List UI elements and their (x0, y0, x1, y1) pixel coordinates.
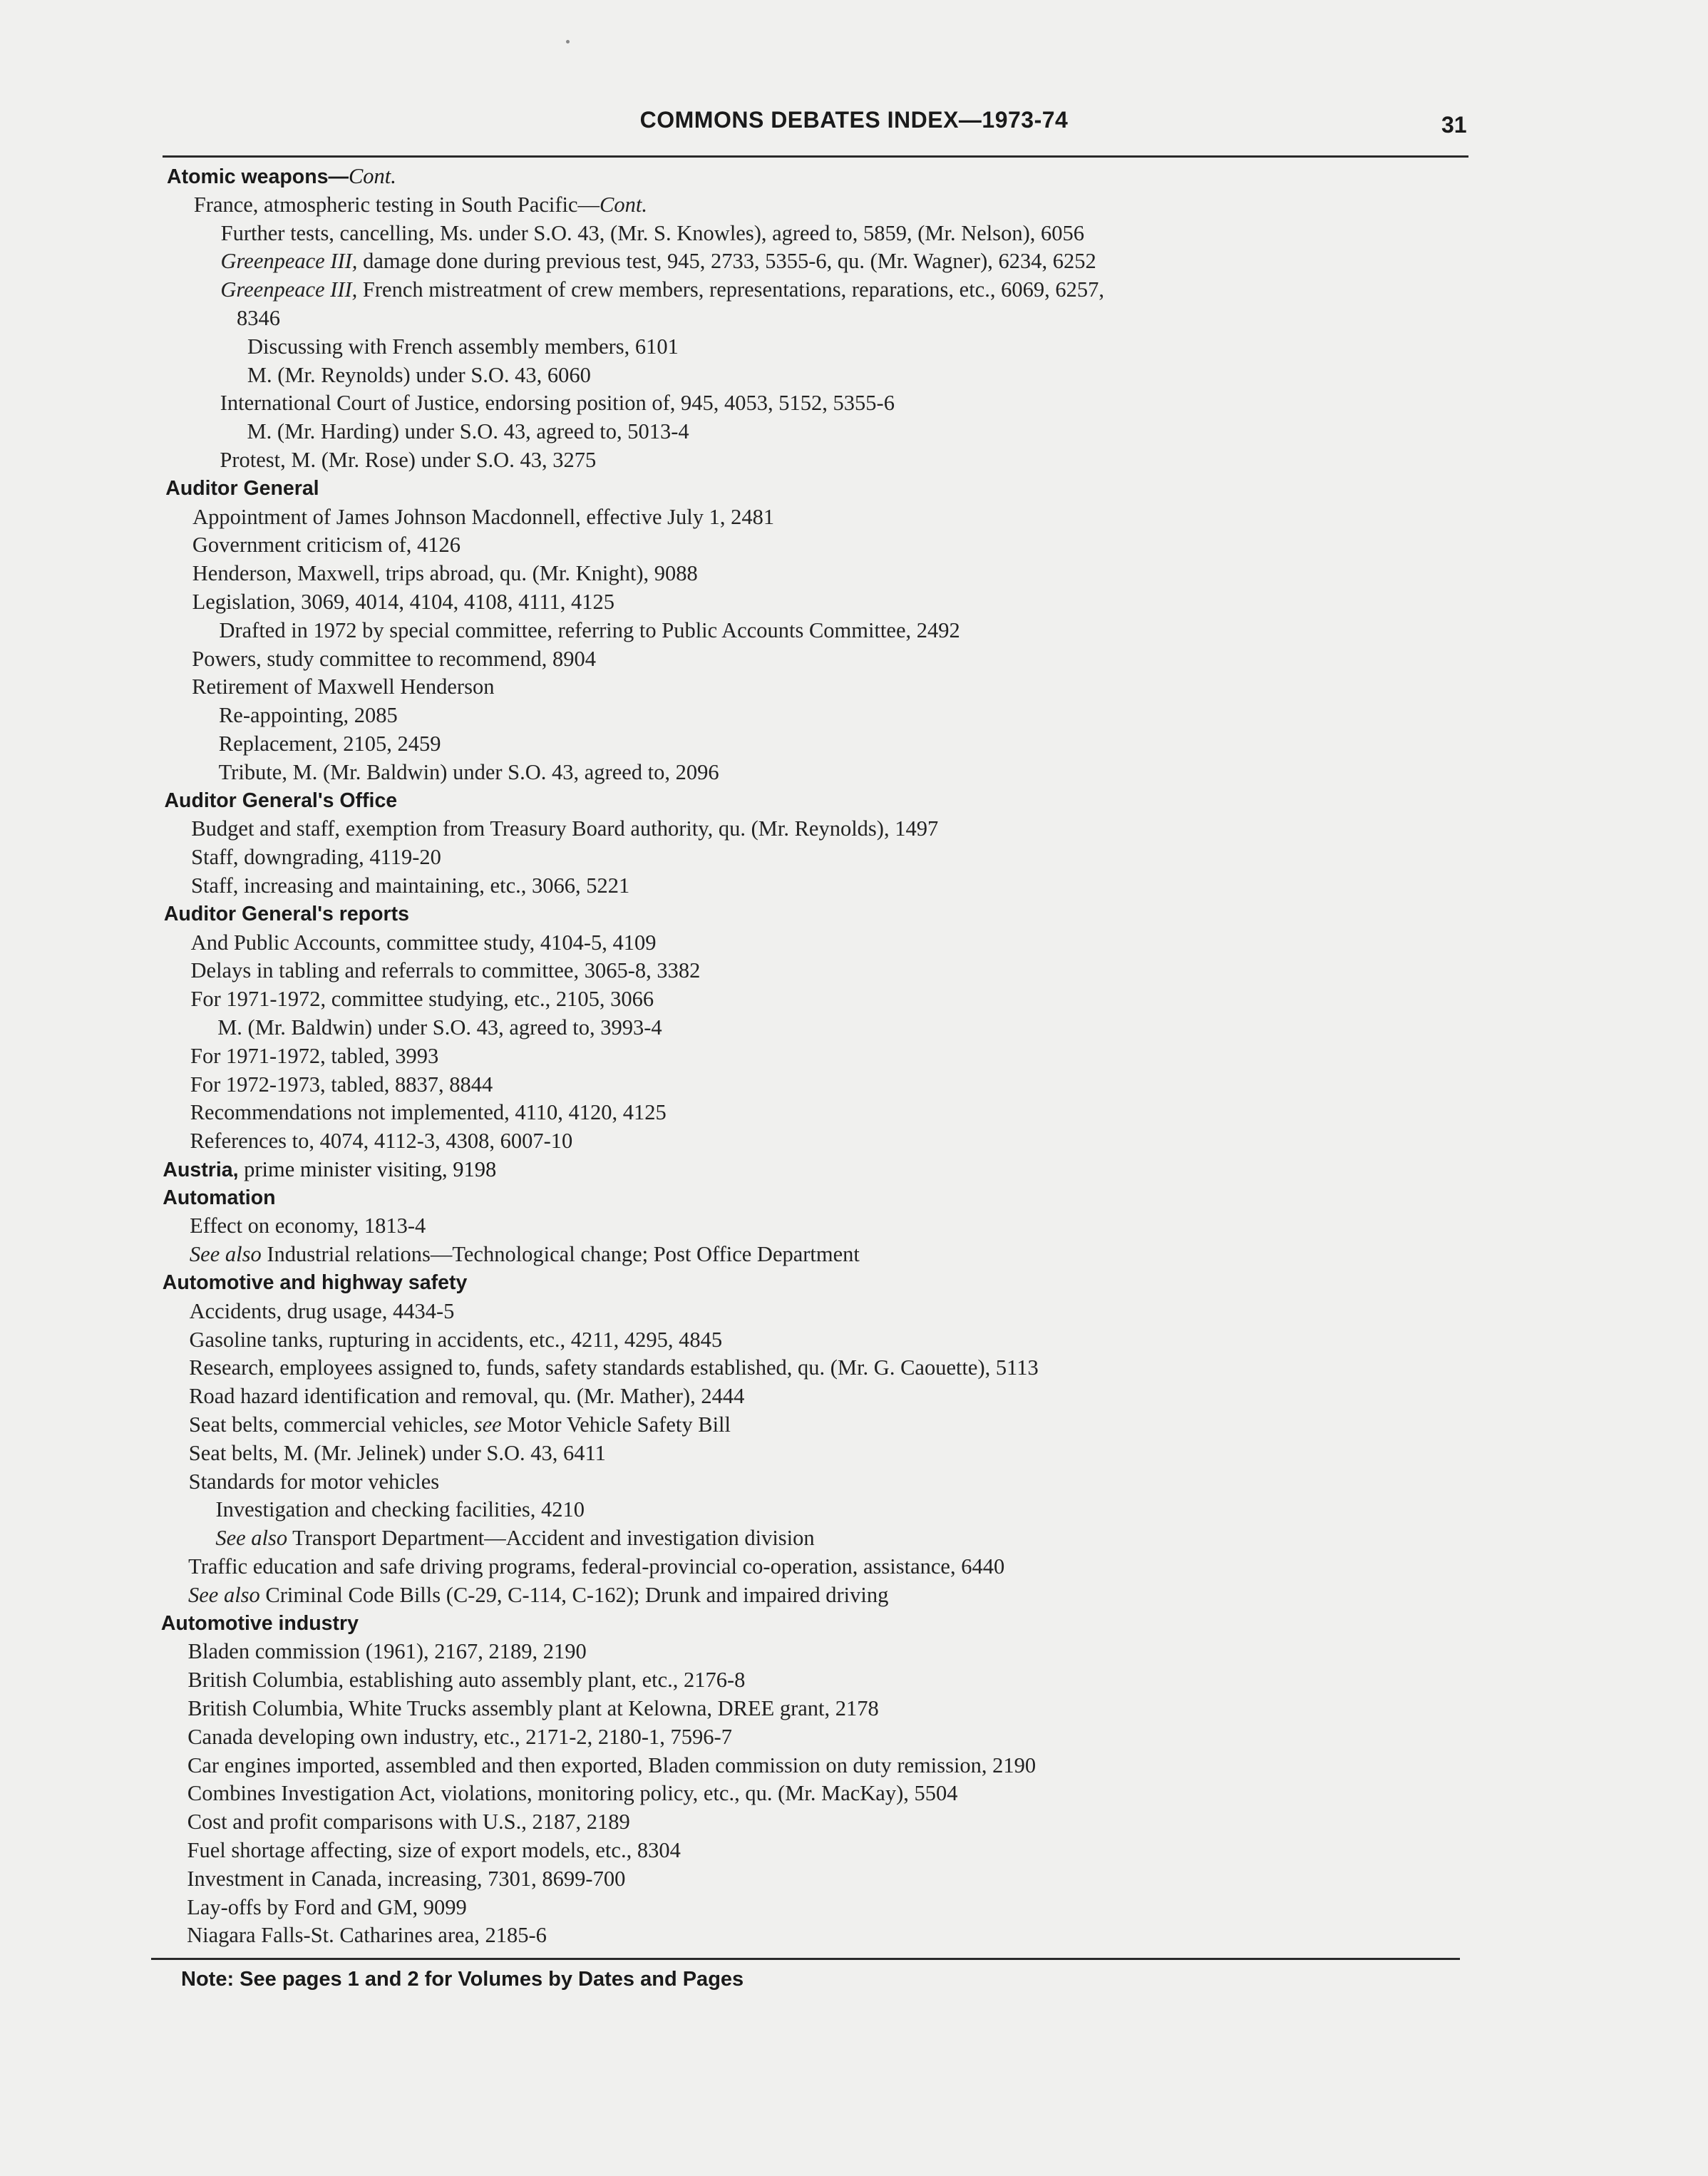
index-subentry (192, 531, 1708, 560)
entry-text: Niagara Falls-St. Catharines area, 2185-6 (187, 1923, 547, 1948)
index-subentry (187, 1921, 1708, 1950)
index-subentry (192, 645, 1708, 674)
entry-text: Auditor General's Office (164, 789, 398, 812)
entry-text: Seat belts, commercial vehicles, (188, 1412, 474, 1437)
entry-text: Criminal Code Bills (C-29, C-114, C-162); Drunk and impaired driving (259, 1582, 889, 1607)
index-subentry (189, 1411, 1708, 1439)
index-heading (165, 475, 1708, 503)
italic-text: Cont. (600, 192, 647, 217)
index-subentry (189, 1468, 1708, 1497)
italic-text: See also (215, 1526, 288, 1551)
entry-text: Research, employees assigned to, funds, safety standards established, qu. (Mr. G. Caouette), 5113 (189, 1355, 1039, 1380)
index-subentry (188, 1638, 1708, 1666)
index-subentry (190, 1042, 1708, 1071)
entry-text: For 1971-1972, tabled, 3993 (190, 1043, 439, 1068)
index-subentry (220, 276, 1708, 304)
index-subentry (187, 1695, 1708, 1723)
italic-text: Greenpeace III, (220, 277, 358, 302)
index-subentry (192, 588, 1708, 617)
index-subentry (189, 1439, 1708, 1468)
index-heading (163, 1156, 1708, 1184)
italic-text: Greenpeace III, (220, 249, 358, 274)
index-subentry (219, 702, 1708, 730)
index-subentry (191, 815, 1708, 843)
index-subentry (187, 1808, 1708, 1837)
entry-text: Henderson, Maxwell, trips abroad, qu. (Mr. Knight), 9088 (192, 561, 698, 586)
entry-text: Automotive and highway safety (162, 1271, 468, 1295)
entry-text: prime minister visiting, 9198 (238, 1156, 497, 1181)
entry-text: Transport Department—Accident and investigation division (287, 1526, 815, 1551)
entry-text: Recommendations not implemented, 4110, 4120, 4125 (190, 1100, 667, 1125)
entry-text: Discussing with French assembly members, 6101 (247, 334, 679, 359)
index-subentry (190, 985, 1708, 1014)
entry-text: Austria, (163, 1158, 239, 1181)
index-subentry (247, 361, 1708, 390)
index-subentry (190, 1241, 1708, 1269)
index-subentry (187, 1780, 1708, 1808)
index-subentry (187, 1837, 1708, 1865)
entry-text: Auditor General's reports (163, 902, 409, 925)
footer-rule (151, 1958, 1460, 1960)
index-subentry (187, 1752, 1708, 1780)
index-subentry (190, 1071, 1708, 1099)
entry-text: Gasoline tanks, rupturing in accidents, etc., 4211, 4295, 4845 (189, 1327, 723, 1352)
index-subentry (237, 304, 1708, 333)
index-subentry (187, 1894, 1708, 1922)
entry-text: Seat belts, M. (Mr. Jelinek) under S.O. 43, 6411 (188, 1440, 606, 1465)
index-subentry (190, 1127, 1708, 1156)
index-subentry (190, 1099, 1708, 1127)
index-subentry (219, 730, 1708, 759)
italic-text: Cont. (348, 164, 396, 188)
index-subentry (188, 1666, 1708, 1695)
entry-text: 8346 (237, 305, 280, 330)
entry-text: British Columbia, White Trucks assembly plant at Kelowna, DREE grant, 2178 (187, 1696, 879, 1721)
index-subentry (188, 1581, 1708, 1610)
entry-text: Powers, study committee to recommend, 8904 (192, 646, 596, 671)
entry-text: Staff, downgrading, 4119-20 (191, 845, 441, 870)
footer-note: Note: See pages 1 and 2 for Volumes by Dates and Pages (181, 1968, 744, 1991)
page-number: 31 (1441, 112, 1467, 138)
entry-text: Effect on economy, 1813-4 (190, 1213, 426, 1238)
entry-text: References to, 4074, 4112-3, 4308, 6007-10 (190, 1129, 573, 1154)
entry-text: Delays in tabling and referrals to committee, 3065-8, 3382 (190, 958, 701, 983)
entry-text: Drafted in 1972 by special committee, referring to Public Accounts Committee, 2492 (219, 617, 960, 642)
entry-text: Replacement, 2105, 2459 (218, 731, 441, 756)
entry-text: For 1971-1972, committee studying, etc., 2105, 3066 (190, 987, 654, 1012)
entry-text: Appointment of James Johnson Macdonnell, effective July 1, 2481 (192, 504, 775, 529)
entry-text: Traffic education and safe driving programs, federal-provincial co-operation, assistance, 6440 (188, 1554, 1005, 1579)
entry-text: Staff, increasing and maintaining, etc., 3066, 5221 (191, 873, 630, 898)
entry-text: Combines Investigation Act, violations, monitoring policy, etc., qu. (Mr. MacKay), 5504 (187, 1781, 958, 1806)
entry-text: Lay-offs by Ford and GM, 9099 (187, 1894, 467, 1919)
index-subentry (191, 872, 1708, 900)
entry-text: Investigation and checking facilities, 4210 (215, 1497, 585, 1522)
entry-text: Automation (163, 1186, 276, 1209)
index-subentry (221, 220, 1708, 248)
entry-text: Standards for motor vehicles (188, 1469, 440, 1494)
entry-text: Protest, M. (Mr. Rose) under S.O. 43, 3275 (220, 447, 597, 472)
header-rule (163, 155, 1468, 158)
index-subentry (189, 1354, 1708, 1382)
index-heading (164, 787, 1708, 816)
entry-text: Retirement of Maxwell Henderson (192, 674, 495, 699)
entry-text: France, atmospheric testing in South Pacific— (193, 192, 600, 217)
italic-text: see (473, 1412, 502, 1437)
index-subentry (219, 759, 1708, 787)
scan-speck (566, 40, 570, 43)
index-subentry (217, 1014, 1708, 1042)
entry-text: Automotive industry (160, 1611, 359, 1635)
index-subentry (247, 333, 1708, 361)
entry-text: Further tests, cancelling, Ms. under S.O. 43, (Mr. S. Knowles), agreed to, 5859, (Mr. Nelson), 6056 (220, 220, 1085, 245)
index-subentry (192, 560, 1708, 588)
entry-text: British Columbia, establishing auto assembly plant, etc., 2176-8 (187, 1668, 746, 1693)
index-entries (0, 163, 1708, 1950)
index-subentry (219, 617, 1708, 645)
index-subentry (188, 1553, 1708, 1581)
index-heading (163, 1184, 1708, 1213)
entry-text: damage done during previous test, 945, 2733, 5355-6, qu. (Mr. Wagner), 6234, 6252 (357, 249, 1096, 274)
index-subentry (189, 1326, 1708, 1355)
index-subentry (187, 1865, 1708, 1894)
index-subentry (192, 673, 1708, 702)
index-subentry (221, 247, 1708, 276)
entry-text: French mistreatment of crew members, representations, reparations, etc., 6069, 6257, (357, 277, 1104, 302)
index-subentry (187, 1723, 1708, 1752)
entry-text: Auditor General (165, 476, 319, 500)
index-heading (163, 1269, 1708, 1298)
index-subentry (215, 1524, 1708, 1553)
index-heading (161, 1610, 1708, 1638)
italic-text: See also (188, 1582, 260, 1607)
index-subentry (189, 1382, 1708, 1411)
index-subentry (247, 418, 1708, 446)
index-subentry (191, 957, 1708, 985)
index-subentry (194, 191, 1708, 220)
entry-text: M. (Mr. Baldwin) under S.O. 43, agreed to, 3993-4 (217, 1015, 662, 1040)
index-heading (167, 163, 1708, 191)
entry-text: Legislation, 3069, 4014, 4104, 4108, 4111, 4125 (192, 589, 615, 614)
index-subentry (220, 446, 1708, 475)
entry-text: Motor Vehicle Safety Bill (501, 1412, 731, 1437)
entry-text: Car engines imported, assembled and then exported, Bladen commission on duty remission, 2190 (187, 1752, 1036, 1777)
entry-text: Cost and profit comparisons with U.S., 2187, 2189 (187, 1810, 630, 1834)
entry-text: Bladen commission (1961), 2167, 2189, 2190 (187, 1639, 587, 1664)
index-subentry (191, 929, 1708, 958)
entry-text: Government criticism of, 4126 (192, 533, 461, 558)
entry-text: M. (Mr. Harding) under S.O. 43, agreed to, 5013-4 (247, 419, 689, 444)
entry-text: M. (Mr. Reynolds) under S.O. 43, 6060 (247, 362, 591, 387)
entry-text: Atomic weapons— (167, 165, 349, 188)
index-subentry (192, 503, 1708, 532)
index-subentry (220, 389, 1708, 418)
entry-text: Road hazard identification and removal, qu. (Mr. Mather), 2444 (189, 1384, 745, 1409)
index-subentry (191, 843, 1708, 872)
entry-text: For 1972-1973, tabled, 8837, 8844 (190, 1072, 493, 1097)
italic-text: See also (189, 1242, 262, 1267)
index-subentry (215, 1496, 1708, 1524)
index-heading (164, 900, 1708, 929)
index-subentry (190, 1298, 1708, 1326)
entry-text: Tribute, M. (Mr. Baldwin) under S.O. 43, agreed to, 2096 (218, 759, 719, 784)
entry-text: And Public Accounts, committee study, 4104-5, 4109 (190, 930, 657, 955)
index-subentry (190, 1212, 1708, 1241)
page-title: COMMONS DEBATES INDEX—1973-74 (639, 107, 1069, 133)
entry-text: Accidents, drug usage, 4434-5 (189, 1298, 455, 1323)
entry-text: Budget and staff, exemption from Treasury Board authority, qu. (Mr. Reynolds), 1497 (191, 816, 939, 841)
entry-text: Canada developing own industry, etc., 2171-2, 2180-1, 7596-7 (187, 1724, 732, 1749)
entry-text: Fuel shortage affecting, size of export models, etc., 8304 (187, 1838, 681, 1863)
entry-text: Industrial relations—Technological change; Post Office Department (261, 1242, 860, 1267)
entry-text: International Court of Justice, endorsing position of, 945, 4053, 5152, 5355-6 (220, 391, 895, 416)
entry-text: Re-appointing, 2085 (218, 703, 398, 728)
entry-text: Investment in Canada, increasing, 7301, 8699-700 (187, 1866, 626, 1891)
